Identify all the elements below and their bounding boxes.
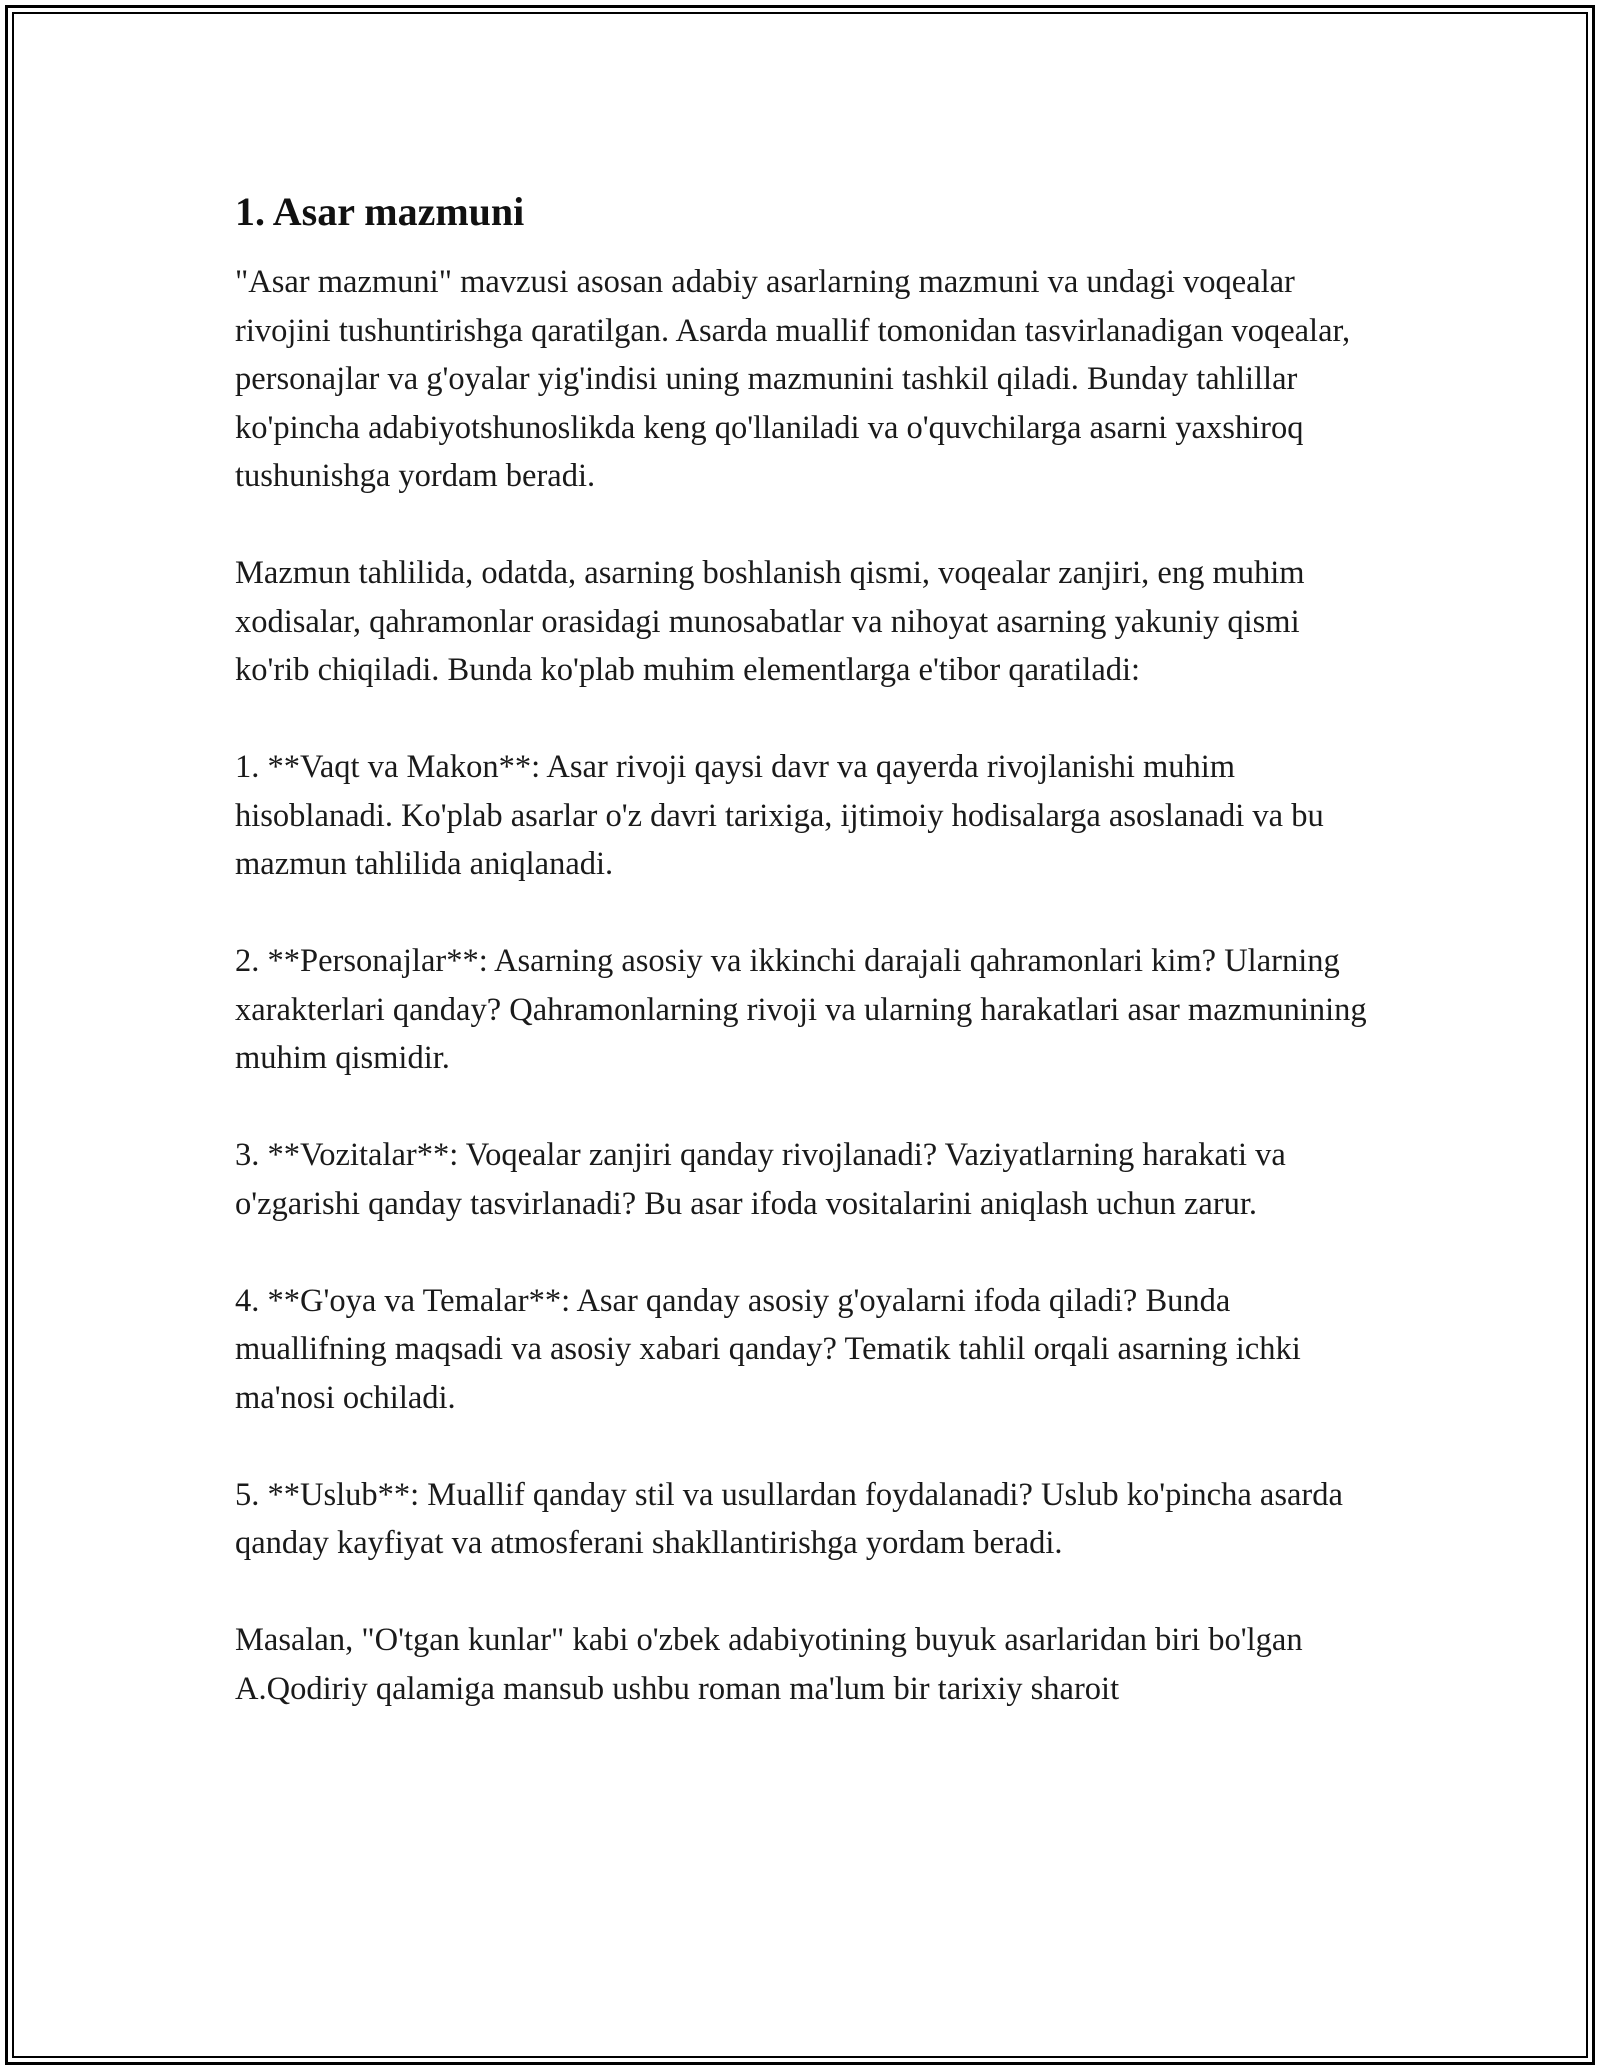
paragraph-example: Masalan, "O'tgan kunlar" kabi o'zbek adabiyotining buyuk asarlaridan biri bo'lgan A.Qodiriy qalamiga mansub ushbu roman ma'lum bir tarixiy sharoit [235,1622,1303,1707]
list-item-ideas-themes: 4. **G'oya va Temalar**: Asar qanday asosiy g'oyalarni ifoda qiladi? Bunda muallifning maqsadi va asosiy xabari qanday? Tematik tahlil orqali asarning ichki ma'nosi ochiladi. [235,1282,1301,1416]
paragraph-analysis: Mazmun tahlilida, odatda, asarning boshlanish qismi, voqealar zanjiri, eng muhim xodisalar, qahramonlar orasidagi munosabatlar va nihoyat asarning yakuniy qismi ko'rib chiqiladi. Bunda ko'plab muhim elementlarga e'tibor qaratiladi: [235,555,1305,688]
list-item-plot-means: 3. **Vozitalar**: Voqealar zanjiri qanday rivojlanadi? Vaziyatlarning harakati va o'zgarishi qanday tasvirlanadi? Bu asar ifoda vositalarini aniqlash uchun zarur. [235,1137,1286,1222]
paragraph-intro: "Asar mazmuni" mavzusi asosan adabiy asarlarning mazmuni va undagi voqealar rivojini tushuntirishga qaratilgan. Asarda muallif tomonidan tasvirlanadigan voqealar, personajlar va g'oyalar yig'indisi uning mazmunini tashkil qiladi. Bunday tahlillar ko'pincha adabiyotshunoslikda keng qo'llaniladi va o'quvchilarga asarni yaxshiroq tushunishga yordam beradi. [235,264,1351,494]
list-item-characters: 2. **Personajlar**: Asarning asosiy va ikkinchi darajali qahramonlari kim? Ularning xarakterlari qanday? Qahramonlarning rivoji va ularning harakatlari asar mazmunining muhim qismidir. [235,943,1367,1076]
list-item-style: 5. **Uslub**: Muallif qanday stil va usullardan foydalanadi? Uslub ko'pincha asarda qanday kayfiyat va atmosferani shakllantirishga yordam beradi. [235,1476,1343,1561]
section-heading: 1. Asar mazmuni [235,189,525,234]
document-body [235,188,1375,1713]
list-item-time-place: 1. **Vaqt va Makon**: Asar rivoji qaysi davr va qayerda rivojlanishi muhim hisoblanadi. Ko'plab asarlar o'z davri tarixiga, ijtimoiy hodisalarga asoslanadi va bu mazmun tahlilida aniqlanadi. [235,749,1324,882]
